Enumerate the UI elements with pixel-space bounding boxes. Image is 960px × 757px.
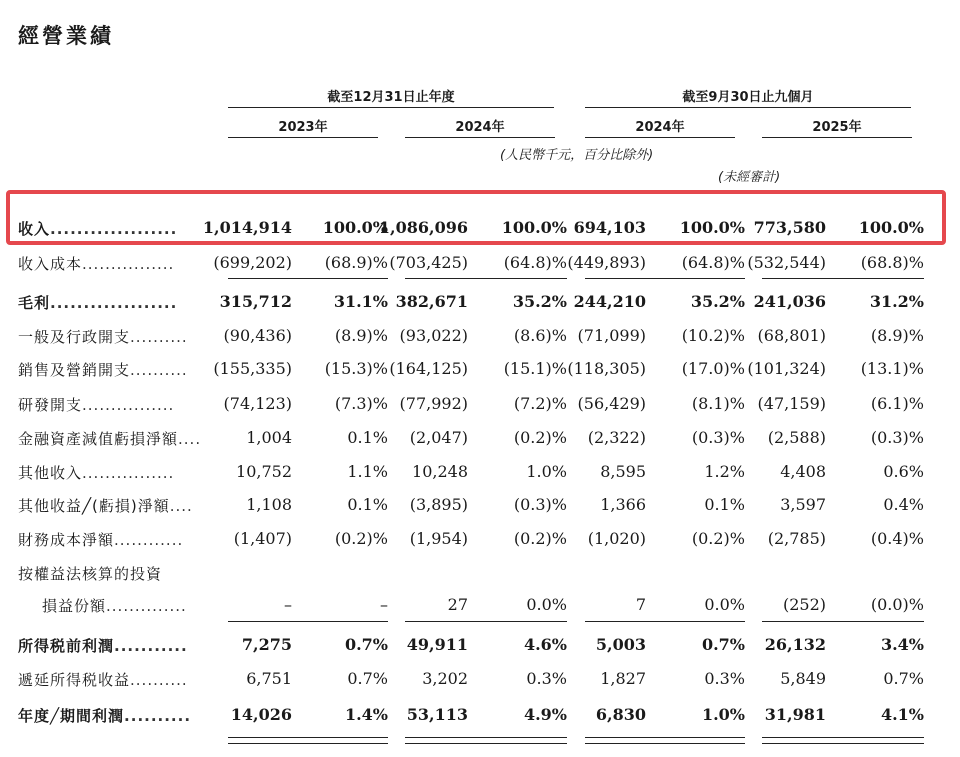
cell-value: (10.2)% <box>681 326 745 345</box>
cell-value: 315,712 <box>219 292 292 311</box>
unaudited-note: (未經審計) <box>718 170 781 185</box>
cell-value: 100.0% <box>679 218 745 237</box>
cell-value: (1,407) <box>233 529 292 548</box>
cell-value: 7 <box>635 595 646 614</box>
cell-value: 31.1% <box>333 292 388 311</box>
subtotal-underline <box>228 278 388 279</box>
cell-value: 1.1% <box>347 462 388 481</box>
cell-value: 3,202 <box>422 669 468 688</box>
cell-value: (6.1)% <box>870 394 924 413</box>
cell-value: 0.0% <box>704 595 745 614</box>
row-label <box>18 635 188 656</box>
row-leader-dots: .... <box>178 430 202 448</box>
cell-value: 1,086,096 <box>378 218 468 237</box>
cell-value: (449,893) <box>567 253 646 272</box>
table-row <box>0 700 960 730</box>
cell-value: (0.4)% <box>870 529 924 548</box>
revenue-highlight-box <box>6 190 946 245</box>
row-label <box>18 563 162 584</box>
year-underline <box>405 137 555 138</box>
row-label <box>18 292 177 313</box>
cell-value: 1.0% <box>526 462 567 481</box>
table-row <box>0 287 960 317</box>
cell-value: 31.2% <box>869 292 924 311</box>
table-row <box>0 248 960 278</box>
row-label-text: 其他收入 <box>18 464 83 482</box>
year-underline <box>762 137 912 138</box>
cell-value: 0.7% <box>883 669 924 688</box>
cell-value: (13.1)% <box>860 359 924 378</box>
cell-value: 3,597 <box>780 495 826 514</box>
cell-value: 244,210 <box>573 292 646 311</box>
cell-value: 4.6% <box>523 635 567 654</box>
cell-value: (118,305) <box>567 359 646 378</box>
cell-value: 4,408 <box>780 462 826 481</box>
row-label-text: 其他收益╱(虧損)淨額 <box>18 497 170 515</box>
cell-value: (155,335) <box>213 359 292 378</box>
cell-value: (164,125) <box>389 359 468 378</box>
cell-value: 31,981 <box>764 705 826 724</box>
row-label-text: 收入成本 <box>18 255 83 273</box>
cell-value: (64.8)% <box>681 253 745 272</box>
cell-value: (3,895) <box>409 495 468 514</box>
row-label <box>18 326 188 347</box>
row-label-text: 年度╱期間利潤 <box>18 707 125 725</box>
row-label <box>18 705 191 726</box>
row-leader-dots: .... <box>169 497 193 515</box>
cell-value: 14,026 <box>230 705 292 724</box>
cell-value: 35.2% <box>690 292 745 311</box>
cell-value: (1,020) <box>587 529 646 548</box>
row-label <box>18 253 174 274</box>
cell-value: 1,827 <box>600 669 646 688</box>
cell-value: 1,014,914 <box>202 218 292 237</box>
cell-value: (74,123) <box>223 394 292 413</box>
cell-value: 100.0% <box>858 218 924 237</box>
row-label <box>18 529 183 550</box>
cell-value: (252) <box>782 595 826 614</box>
cell-value: (68,801) <box>757 326 826 345</box>
cell-value: 0.0% <box>526 595 567 614</box>
table-row <box>0 630 960 660</box>
row-label-text: 毛利 <box>18 294 51 312</box>
cell-value: (0.3)% <box>870 428 924 447</box>
cell-value: 10,752 <box>236 462 292 481</box>
year-header-2025-9m: 2025年 <box>812 120 862 135</box>
cell-value: (56,429) <box>577 394 646 413</box>
cell-value: 1.0% <box>701 705 745 724</box>
cell-value: (15.3)% <box>324 359 388 378</box>
cell-value: 773,580 <box>753 218 826 237</box>
cell-value: (47,159) <box>757 394 826 413</box>
cell-value: (17.0)% <box>681 359 745 378</box>
row-label-text: 研發開支 <box>18 396 83 414</box>
period-underline <box>585 107 911 108</box>
subtotal-underline <box>585 621 745 622</box>
cell-value: (15.1)% <box>503 359 567 378</box>
cell-value: 8,595 <box>600 462 646 481</box>
cell-value: (532,544) <box>747 253 826 272</box>
period-header-fiscal-year: 截至12月31日止年度 <box>327 90 455 105</box>
cell-value: (71,099) <box>577 326 646 345</box>
cell-value: (0.3)% <box>513 495 567 514</box>
subtotal-underline <box>405 278 567 279</box>
row-leader-dots: .......... <box>124 707 192 725</box>
row-leader-dots: ................... <box>50 294 178 312</box>
row-label <box>18 669 188 690</box>
cell-value: 4.9% <box>523 705 567 724</box>
row-label-text: 金融資產減值虧損淨額 <box>18 430 179 448</box>
row-leader-dots: ................ <box>82 396 175 414</box>
cell-value: (8.6)% <box>513 326 567 345</box>
cell-value: – <box>284 595 292 614</box>
row-label <box>18 428 201 449</box>
cell-value: 0.4% <box>883 495 924 514</box>
table-row <box>0 389 960 419</box>
unit-note: (人民幣千元，百分比除外) <box>500 148 654 163</box>
cell-value: 35.2% <box>512 292 567 311</box>
table-row <box>0 423 960 453</box>
cell-value: 1,366 <box>600 495 646 514</box>
cell-value: 4.1% <box>880 705 924 724</box>
cell-value: 53,113 <box>406 705 468 724</box>
year-header-2023: 2023年 <box>278 120 328 135</box>
cell-value: 10,248 <box>412 462 468 481</box>
period-underline <box>228 107 554 108</box>
row-label-text: 按權益法核算的投資 <box>18 565 163 583</box>
double-underline <box>405 737 567 744</box>
table-row <box>0 664 960 694</box>
cell-value: (2,588) <box>767 428 826 447</box>
cell-value: 5,849 <box>780 669 826 688</box>
cell-value: (0.2)% <box>691 529 745 548</box>
year-header-2024-fy: 2024年 <box>455 120 505 135</box>
cell-value: 694,103 <box>573 218 646 237</box>
table-row <box>0 590 960 620</box>
row-leader-dots: ........... <box>114 637 188 655</box>
row-label-text: 收入 <box>18 220 51 238</box>
row-label-text: 財務成本淨額 <box>18 531 115 549</box>
row-leader-dots: .............. <box>106 597 187 615</box>
subtotal-underline <box>585 278 745 279</box>
cell-value: 0.6% <box>883 462 924 481</box>
row-label <box>18 495 193 516</box>
cell-value: 100.0% <box>322 218 388 237</box>
cell-value: 0.3% <box>526 669 567 688</box>
subtotal-underline <box>762 621 924 622</box>
cell-value: (2,322) <box>587 428 646 447</box>
cell-value: (93,022) <box>399 326 468 345</box>
subtotal-underline <box>762 278 924 279</box>
cell-value: (2,785) <box>767 529 826 548</box>
cell-value: 6,830 <box>595 705 646 724</box>
table-row <box>0 457 960 487</box>
table-row <box>0 490 960 520</box>
cell-value: 27 <box>447 595 468 614</box>
row-label <box>18 394 174 415</box>
period-header-nine-months: 截至9月30日止九個月 <box>682 90 814 105</box>
double-underline <box>762 737 924 744</box>
year-underline <box>228 137 378 138</box>
table-row <box>0 321 960 351</box>
row-label <box>18 359 188 380</box>
cell-value: 0.3% <box>704 669 745 688</box>
cell-value: 6,751 <box>246 669 292 688</box>
cell-value: (703,425) <box>389 253 468 272</box>
double-underline <box>228 737 388 744</box>
cell-value: 1,108 <box>246 495 292 514</box>
double-underline <box>585 737 745 744</box>
row-leader-dots: .......... <box>130 671 188 689</box>
cell-value: 0.1% <box>347 428 388 447</box>
cell-value: (8.1)% <box>691 394 745 413</box>
cell-value: (0.3)% <box>691 428 745 447</box>
cell-value: 100.0% <box>501 218 567 237</box>
subtotal-underline <box>405 621 567 622</box>
cell-value: (699,202) <box>213 253 292 272</box>
cell-value: (64.8)% <box>503 253 567 272</box>
cell-value: 1.2% <box>704 462 745 481</box>
table-row <box>0 558 960 588</box>
cell-value: 0.7% <box>344 635 388 654</box>
subtotal-underline <box>228 621 388 622</box>
cell-value: 7,275 <box>241 635 292 654</box>
table-row <box>0 524 960 554</box>
cell-value: (0.2)% <box>513 428 567 447</box>
cell-value: (68.9)% <box>324 253 388 272</box>
cell-value: (8.9)% <box>334 326 388 345</box>
year-header-2024-9m: 2024年 <box>635 120 685 135</box>
row-label-text: 所得税前利潤 <box>18 637 115 655</box>
cell-value: (8.9)% <box>870 326 924 345</box>
row-leader-dots: ................... <box>50 220 178 238</box>
cell-value: 0.1% <box>347 495 388 514</box>
row-label-text: 損益份額 <box>42 597 107 615</box>
row-leader-dots: .......... <box>130 328 188 346</box>
row-label <box>18 462 174 483</box>
cell-value: (90,436) <box>223 326 292 345</box>
cell-value: 241,036 <box>753 292 826 311</box>
cell-value: (7.2)% <box>513 394 567 413</box>
row-leader-dots: ............ <box>114 531 184 549</box>
cell-value: 26,132 <box>764 635 826 654</box>
cell-value: (0.2)% <box>334 529 388 548</box>
row-label-text: 一般及行政開支 <box>18 328 131 346</box>
cell-value: 5,003 <box>595 635 646 654</box>
cell-value: (0.0)% <box>870 595 924 614</box>
cell-value: (1,954) <box>409 529 468 548</box>
row-label <box>42 595 187 616</box>
cell-value: 0.1% <box>704 495 745 514</box>
table-row <box>0 354 960 384</box>
row-leader-dots: .......... <box>130 361 188 379</box>
cell-value: 0.7% <box>701 635 745 654</box>
cell-value: 1,004 <box>246 428 292 447</box>
cell-value: – <box>380 595 388 614</box>
cell-value: 3.4% <box>880 635 924 654</box>
year-underline <box>585 137 735 138</box>
cell-value: (68.8)% <box>860 253 924 272</box>
cell-value: (2,047) <box>409 428 468 447</box>
cell-value: 1.4% <box>344 705 388 724</box>
row-leader-dots: ................ <box>82 464 175 482</box>
cell-value: (101,324) <box>747 359 826 378</box>
cell-value: (7.3)% <box>334 394 388 413</box>
row-leader-dots: ................ <box>82 255 175 273</box>
cell-value: (77,992) <box>399 394 468 413</box>
cell-value: 49,911 <box>406 635 468 654</box>
cell-value: 382,671 <box>395 292 468 311</box>
cell-value: 0.7% <box>347 669 388 688</box>
row-label-text: 銷售及營銷開支 <box>18 361 131 379</box>
section-title: 經營業績 <box>18 24 114 48</box>
cell-value: (0.2)% <box>513 529 567 548</box>
row-label-text: 遞延所得税收益 <box>18 671 131 689</box>
